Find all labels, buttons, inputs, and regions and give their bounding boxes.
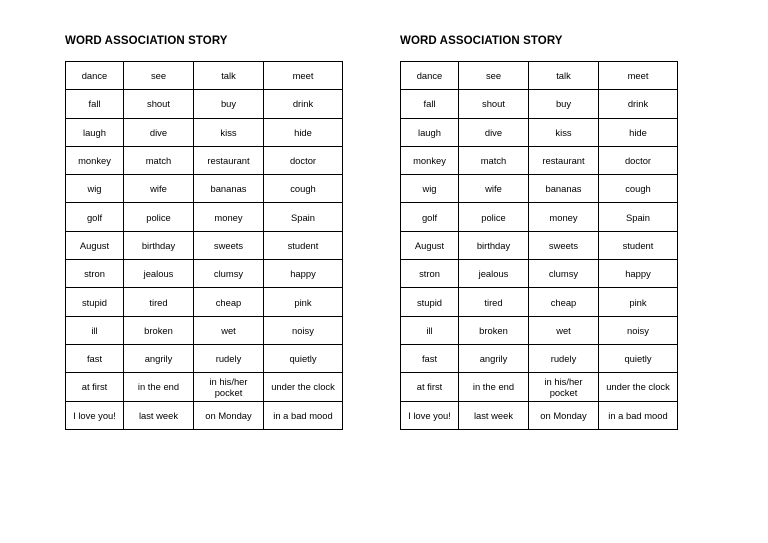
worksheet-title: WORD ASSOCIATION STORY bbox=[65, 35, 228, 47]
word-cell: quietly bbox=[599, 344, 678, 372]
word-cell: dance bbox=[66, 62, 124, 90]
word-cell: drink bbox=[264, 90, 343, 118]
word-cell: stupid bbox=[66, 288, 124, 316]
word-table bbox=[65, 61, 343, 430]
word-cell: golf bbox=[401, 203, 459, 231]
table-row bbox=[401, 90, 678, 118]
word-cell: hide bbox=[264, 118, 343, 146]
word-cell: jealous bbox=[459, 260, 529, 288]
word-cell: pink bbox=[599, 288, 678, 316]
word-cell: Spain bbox=[599, 203, 678, 231]
word-cell: in the end bbox=[459, 373, 529, 401]
word-cell: kiss bbox=[194, 118, 264, 146]
word-cell: in a bad mood bbox=[264, 401, 343, 429]
word-cell: bananas bbox=[529, 175, 599, 203]
word-cell: happy bbox=[264, 260, 343, 288]
word-cell: talk bbox=[194, 62, 264, 90]
word-cell: police bbox=[124, 203, 194, 231]
word-cell: match bbox=[459, 146, 529, 174]
table-row bbox=[401, 146, 678, 174]
word-cell: birthday bbox=[124, 231, 194, 259]
table-row bbox=[401, 62, 678, 90]
word-cell: buy bbox=[194, 90, 264, 118]
table-row bbox=[66, 316, 343, 344]
word-cell: last week bbox=[459, 401, 529, 429]
table-row bbox=[401, 118, 678, 146]
word-cell: fall bbox=[66, 90, 124, 118]
word-cell: talk bbox=[529, 62, 599, 90]
word-cell: on Monday bbox=[194, 401, 264, 429]
word-cell: August bbox=[401, 231, 459, 259]
worksheet-left bbox=[65, 34, 342, 421]
word-cell: broken bbox=[124, 316, 194, 344]
word-cell: broken bbox=[459, 316, 529, 344]
word-cell: meet bbox=[264, 62, 343, 90]
word-cell: money bbox=[194, 203, 264, 231]
word-cell: kiss bbox=[529, 118, 599, 146]
word-cell: dive bbox=[124, 118, 194, 146]
word-cell: see bbox=[124, 62, 194, 90]
word-table bbox=[400, 61, 678, 430]
table-row bbox=[401, 203, 678, 231]
table-row bbox=[401, 175, 678, 203]
word-cell: laugh bbox=[401, 118, 459, 146]
word-cell: ill bbox=[66, 316, 124, 344]
table-row bbox=[66, 231, 343, 259]
word-cell: stron bbox=[66, 260, 124, 288]
word-cell: monkey bbox=[401, 146, 459, 174]
table-row bbox=[401, 316, 678, 344]
table-row bbox=[401, 373, 678, 401]
word-cell: ill bbox=[401, 316, 459, 344]
word-cell: doctor bbox=[264, 146, 343, 174]
worksheet-right bbox=[400, 34, 677, 421]
word-cell: drink bbox=[599, 90, 678, 118]
word-cell: match bbox=[124, 146, 194, 174]
word-cell: police bbox=[459, 203, 529, 231]
word-cell: rudely bbox=[194, 344, 264, 372]
word-cell: wet bbox=[529, 316, 599, 344]
word-cell: in his/her pocket bbox=[529, 373, 599, 401]
word-cell: under the clock bbox=[599, 373, 678, 401]
word-cell: shout bbox=[124, 90, 194, 118]
word-cell: fast bbox=[401, 344, 459, 372]
word-cell: Spain bbox=[264, 203, 343, 231]
table-row bbox=[66, 146, 343, 174]
word-cell: tired bbox=[124, 288, 194, 316]
word-cell: fast bbox=[66, 344, 124, 372]
word-cell: at first bbox=[66, 373, 124, 401]
table-row bbox=[401, 344, 678, 372]
word-cell: laugh bbox=[66, 118, 124, 146]
word-cell: student bbox=[264, 231, 343, 259]
word-cell: noisy bbox=[599, 316, 678, 344]
word-cell: I love you! bbox=[401, 401, 459, 429]
word-cell: rudely bbox=[529, 344, 599, 372]
word-cell: hide bbox=[599, 118, 678, 146]
table-row bbox=[66, 288, 343, 316]
word-cell: in the end bbox=[124, 373, 194, 401]
table-row bbox=[401, 231, 678, 259]
table-row bbox=[66, 203, 343, 231]
word-table-body bbox=[66, 62, 343, 430]
table-row bbox=[66, 62, 343, 90]
word-cell: stron bbox=[401, 260, 459, 288]
table-row bbox=[66, 373, 343, 401]
word-cell: angrily bbox=[459, 344, 529, 372]
table-row bbox=[66, 175, 343, 203]
word-cell: monkey bbox=[66, 146, 124, 174]
word-cell: dive bbox=[459, 118, 529, 146]
word-cell: money bbox=[529, 203, 599, 231]
word-cell: restaurant bbox=[529, 146, 599, 174]
word-table-body bbox=[401, 62, 678, 430]
word-cell: pink bbox=[264, 288, 343, 316]
word-cell: tired bbox=[459, 288, 529, 316]
word-cell: restaurant bbox=[194, 146, 264, 174]
worksheet-title: WORD ASSOCIATION STORY bbox=[400, 35, 563, 47]
word-cell: noisy bbox=[264, 316, 343, 344]
table-row bbox=[401, 401, 678, 429]
table-row bbox=[66, 118, 343, 146]
word-cell: cough bbox=[264, 175, 343, 203]
word-cell: dance bbox=[401, 62, 459, 90]
word-cell: wig bbox=[66, 175, 124, 203]
word-cell: at first bbox=[401, 373, 459, 401]
word-cell: buy bbox=[529, 90, 599, 118]
word-cell: clumsy bbox=[529, 260, 599, 288]
word-cell: cheap bbox=[194, 288, 264, 316]
word-cell: doctor bbox=[599, 146, 678, 174]
word-cell: wife bbox=[124, 175, 194, 203]
word-cell: cough bbox=[599, 175, 678, 203]
word-cell: wet bbox=[194, 316, 264, 344]
word-cell: quietly bbox=[264, 344, 343, 372]
word-cell: wig bbox=[401, 175, 459, 203]
word-cell: on Monday bbox=[529, 401, 599, 429]
word-cell: shout bbox=[459, 90, 529, 118]
word-cell: golf bbox=[66, 203, 124, 231]
word-cell: student bbox=[599, 231, 678, 259]
table-row bbox=[66, 401, 343, 429]
word-cell: in his/her pocket bbox=[194, 373, 264, 401]
word-cell: August bbox=[66, 231, 124, 259]
table-row bbox=[66, 90, 343, 118]
word-cell: wife bbox=[459, 175, 529, 203]
word-cell: in a bad mood bbox=[599, 401, 678, 429]
table-row bbox=[401, 260, 678, 288]
word-cell: fall bbox=[401, 90, 459, 118]
word-cell: last week bbox=[124, 401, 194, 429]
word-cell: stupid bbox=[401, 288, 459, 316]
table-row bbox=[401, 288, 678, 316]
word-cell: clumsy bbox=[194, 260, 264, 288]
word-cell: meet bbox=[599, 62, 678, 90]
table-row bbox=[66, 260, 343, 288]
word-cell: see bbox=[459, 62, 529, 90]
word-cell: birthday bbox=[459, 231, 529, 259]
word-cell: cheap bbox=[529, 288, 599, 316]
table-row bbox=[66, 344, 343, 372]
word-cell: bananas bbox=[194, 175, 264, 203]
word-cell: happy bbox=[599, 260, 678, 288]
word-cell: angrily bbox=[124, 344, 194, 372]
word-cell: sweets bbox=[529, 231, 599, 259]
word-cell: sweets bbox=[194, 231, 264, 259]
word-cell: under the clock bbox=[264, 373, 343, 401]
word-cell: jealous bbox=[124, 260, 194, 288]
word-cell: I love you! bbox=[66, 401, 124, 429]
